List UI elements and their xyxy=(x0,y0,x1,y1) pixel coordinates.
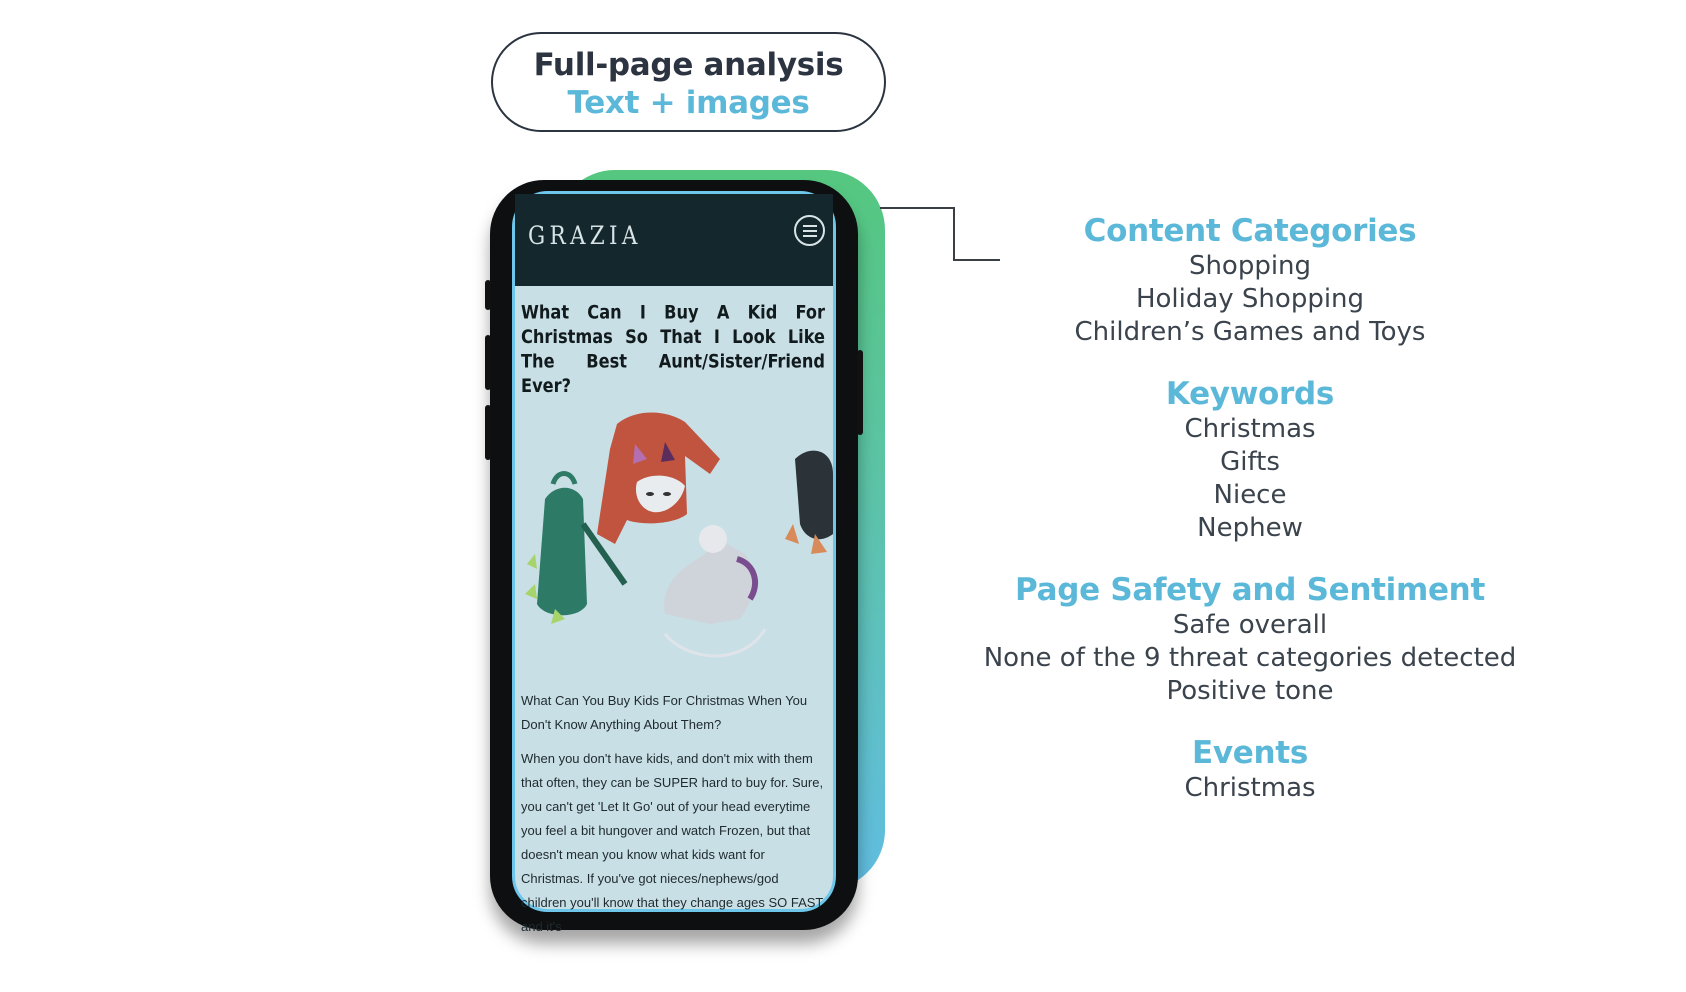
events-section xyxy=(940,734,1560,805)
keywords-title: Keywords xyxy=(1165,376,1335,412)
category-item: Children’s Games and Toys xyxy=(1074,317,1426,347)
hamburger-menu-icon[interactable] xyxy=(794,215,825,246)
safety-title: Page Safety and Sentiment xyxy=(1015,572,1485,608)
safety-item: None of the 9 threat categories detected xyxy=(983,643,1517,673)
unicorn-bag-icon xyxy=(664,525,765,656)
header-title: Full-page analysis xyxy=(533,47,844,83)
site-header xyxy=(515,194,833,286)
phone-power-button xyxy=(857,350,863,435)
phone-mockup xyxy=(490,180,858,934)
keyword-item: Niece xyxy=(1213,480,1287,510)
article-body: When you don't have kids, and don't mix with them that often, they can be SUPER hard to buy for. Sure, you can't get 'Let It Go' out of your head everytime you feel a bit hungover and watch Frozen, but that doesn't mean you know what kids want for Christmas. If you've got nieces/nephews/god children you'll know that they change ages SO FAST and it's xyxy=(521,751,824,934)
safety-item: Positive tone xyxy=(1166,676,1334,706)
article-title: What Can I Buy A Kid For Christmas So That I Look Like The Best Aunt/Sister/Friend Ever? xyxy=(521,302,825,398)
article-subtitle: What Can You Buy Kids For Christmas When You Don't Know Anything About Them? xyxy=(521,693,808,732)
phone-volume-up-button xyxy=(485,335,491,390)
phone-volume-down-button xyxy=(485,405,491,460)
article-hero-image xyxy=(515,404,833,689)
keywords-section xyxy=(940,375,1560,545)
kids-gifts-illustration xyxy=(515,404,833,689)
safety-item: Safe overall xyxy=(1172,610,1328,640)
header-pill xyxy=(491,32,886,132)
event-item: Christmas xyxy=(1184,773,1316,803)
keyword-item: Nephew xyxy=(1197,513,1303,543)
keyword-item: Christmas xyxy=(1184,414,1316,444)
category-item: Shopping xyxy=(1188,251,1312,281)
glove-icon xyxy=(785,451,833,554)
safety-section xyxy=(940,571,1560,708)
events-title: Events xyxy=(1192,735,1308,771)
fox-sweater-icon xyxy=(597,412,720,544)
category-item: Holiday Shopping xyxy=(1135,284,1365,314)
keyword-item: Gifts xyxy=(1220,447,1280,477)
analysis-panel xyxy=(940,212,1560,831)
site-logo[interactable]: GRAZIA xyxy=(528,221,642,250)
phone-screen xyxy=(512,191,836,934)
header-subtitle: Text + images xyxy=(567,85,810,121)
content-categories-section xyxy=(940,212,1560,349)
content-categories-title: Content Categories xyxy=(1083,213,1417,249)
phone-side-button xyxy=(485,280,491,310)
